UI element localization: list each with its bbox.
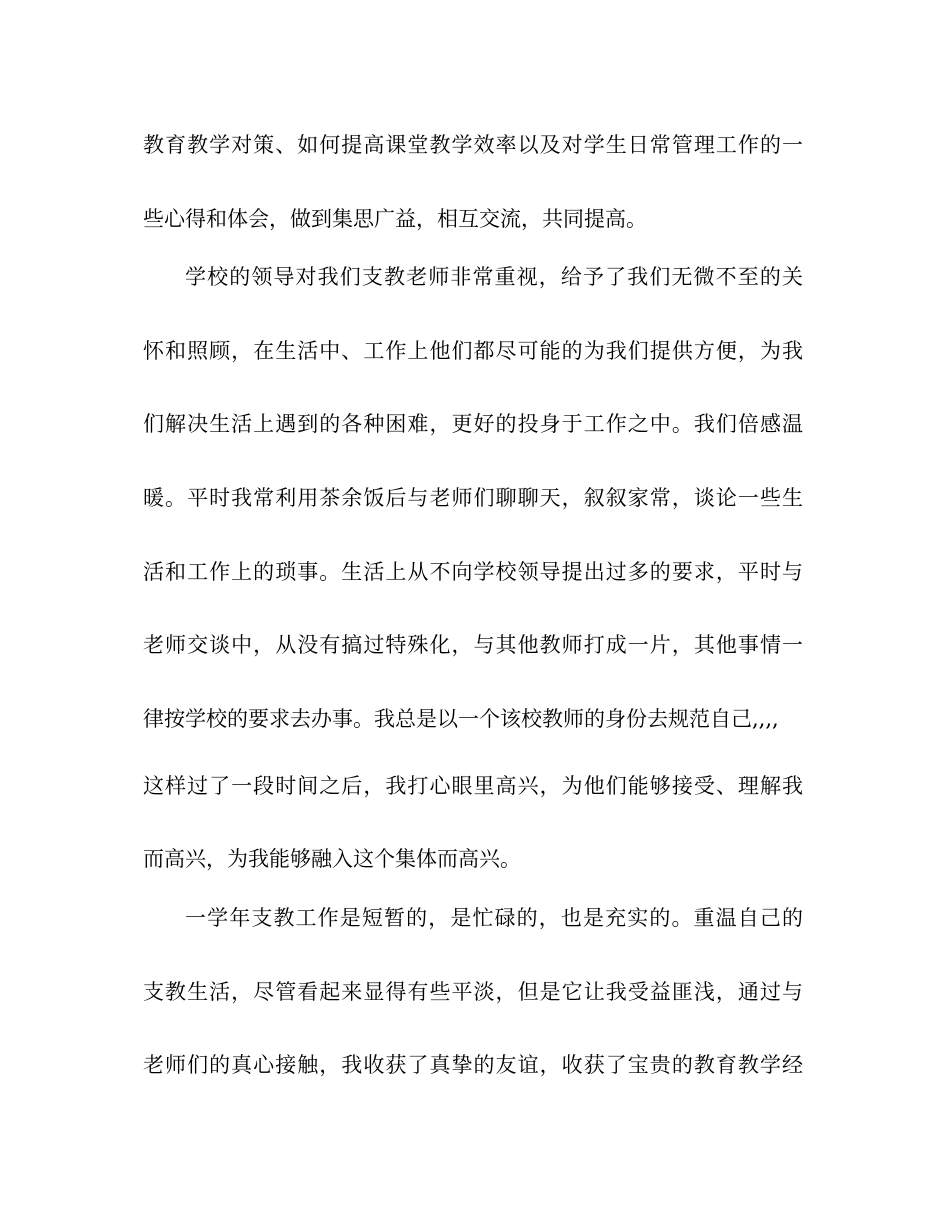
text-line-4: 怀和照顾，在生活中、工作上他们都尽可能的为我们提供方便，为我 <box>143 339 803 363</box>
text-line-12: 一学年支教工作是短暂的，是忙碌的，也是充实的。重温自己的 <box>185 906 803 930</box>
text-line-3: 学校的领导对我们支教老师非常重视，给予了我们无微不至的关 <box>185 265 803 289</box>
text-line-1: 教育教学对策、如何提高课堂教学效率以及对学生日常管理工作的一 <box>143 133 803 157</box>
text-line-11: 而高兴，为我能够融入这个集体而高兴。 <box>143 847 521 871</box>
text-line-9: 律按学校的要求去办事。我总是以一个该校教师的身份去规范自己,,,, <box>143 707 779 731</box>
text-line-5: 们解决生活上遇到的各种困难，更好的投身于工作之中。我们倍感温 <box>143 412 803 436</box>
text-line-10: 这样过了一段时间之后，我打心眼里高兴，为他们能够接受、理解我 <box>143 774 803 798</box>
text-line-14: 老师们的真心接触，我收获了真挚的友谊，收获了宝贵的教育教学经 <box>143 1053 803 1077</box>
text-line-2: 些心得和体会，做到集思广益，相互交流，共同提高。 <box>143 207 647 231</box>
text-line-8: 老师交谈中，从没有搞过特殊化，与其他教师打成一片，其他事情一 <box>143 633 803 657</box>
text-line-6: 暖。平时我常利用茶余饭后与老师们聊聊天，叙叙家常，谈论一些生 <box>143 486 803 510</box>
text-line-7: 活和工作上的琐事。生活上从不向学校领导提出过多的要求，平时与 <box>143 560 803 584</box>
text-line-13: 支教生活，尽管看起来显得有些平淡，但是它让我受益匪浅，通过与 <box>143 980 803 1004</box>
